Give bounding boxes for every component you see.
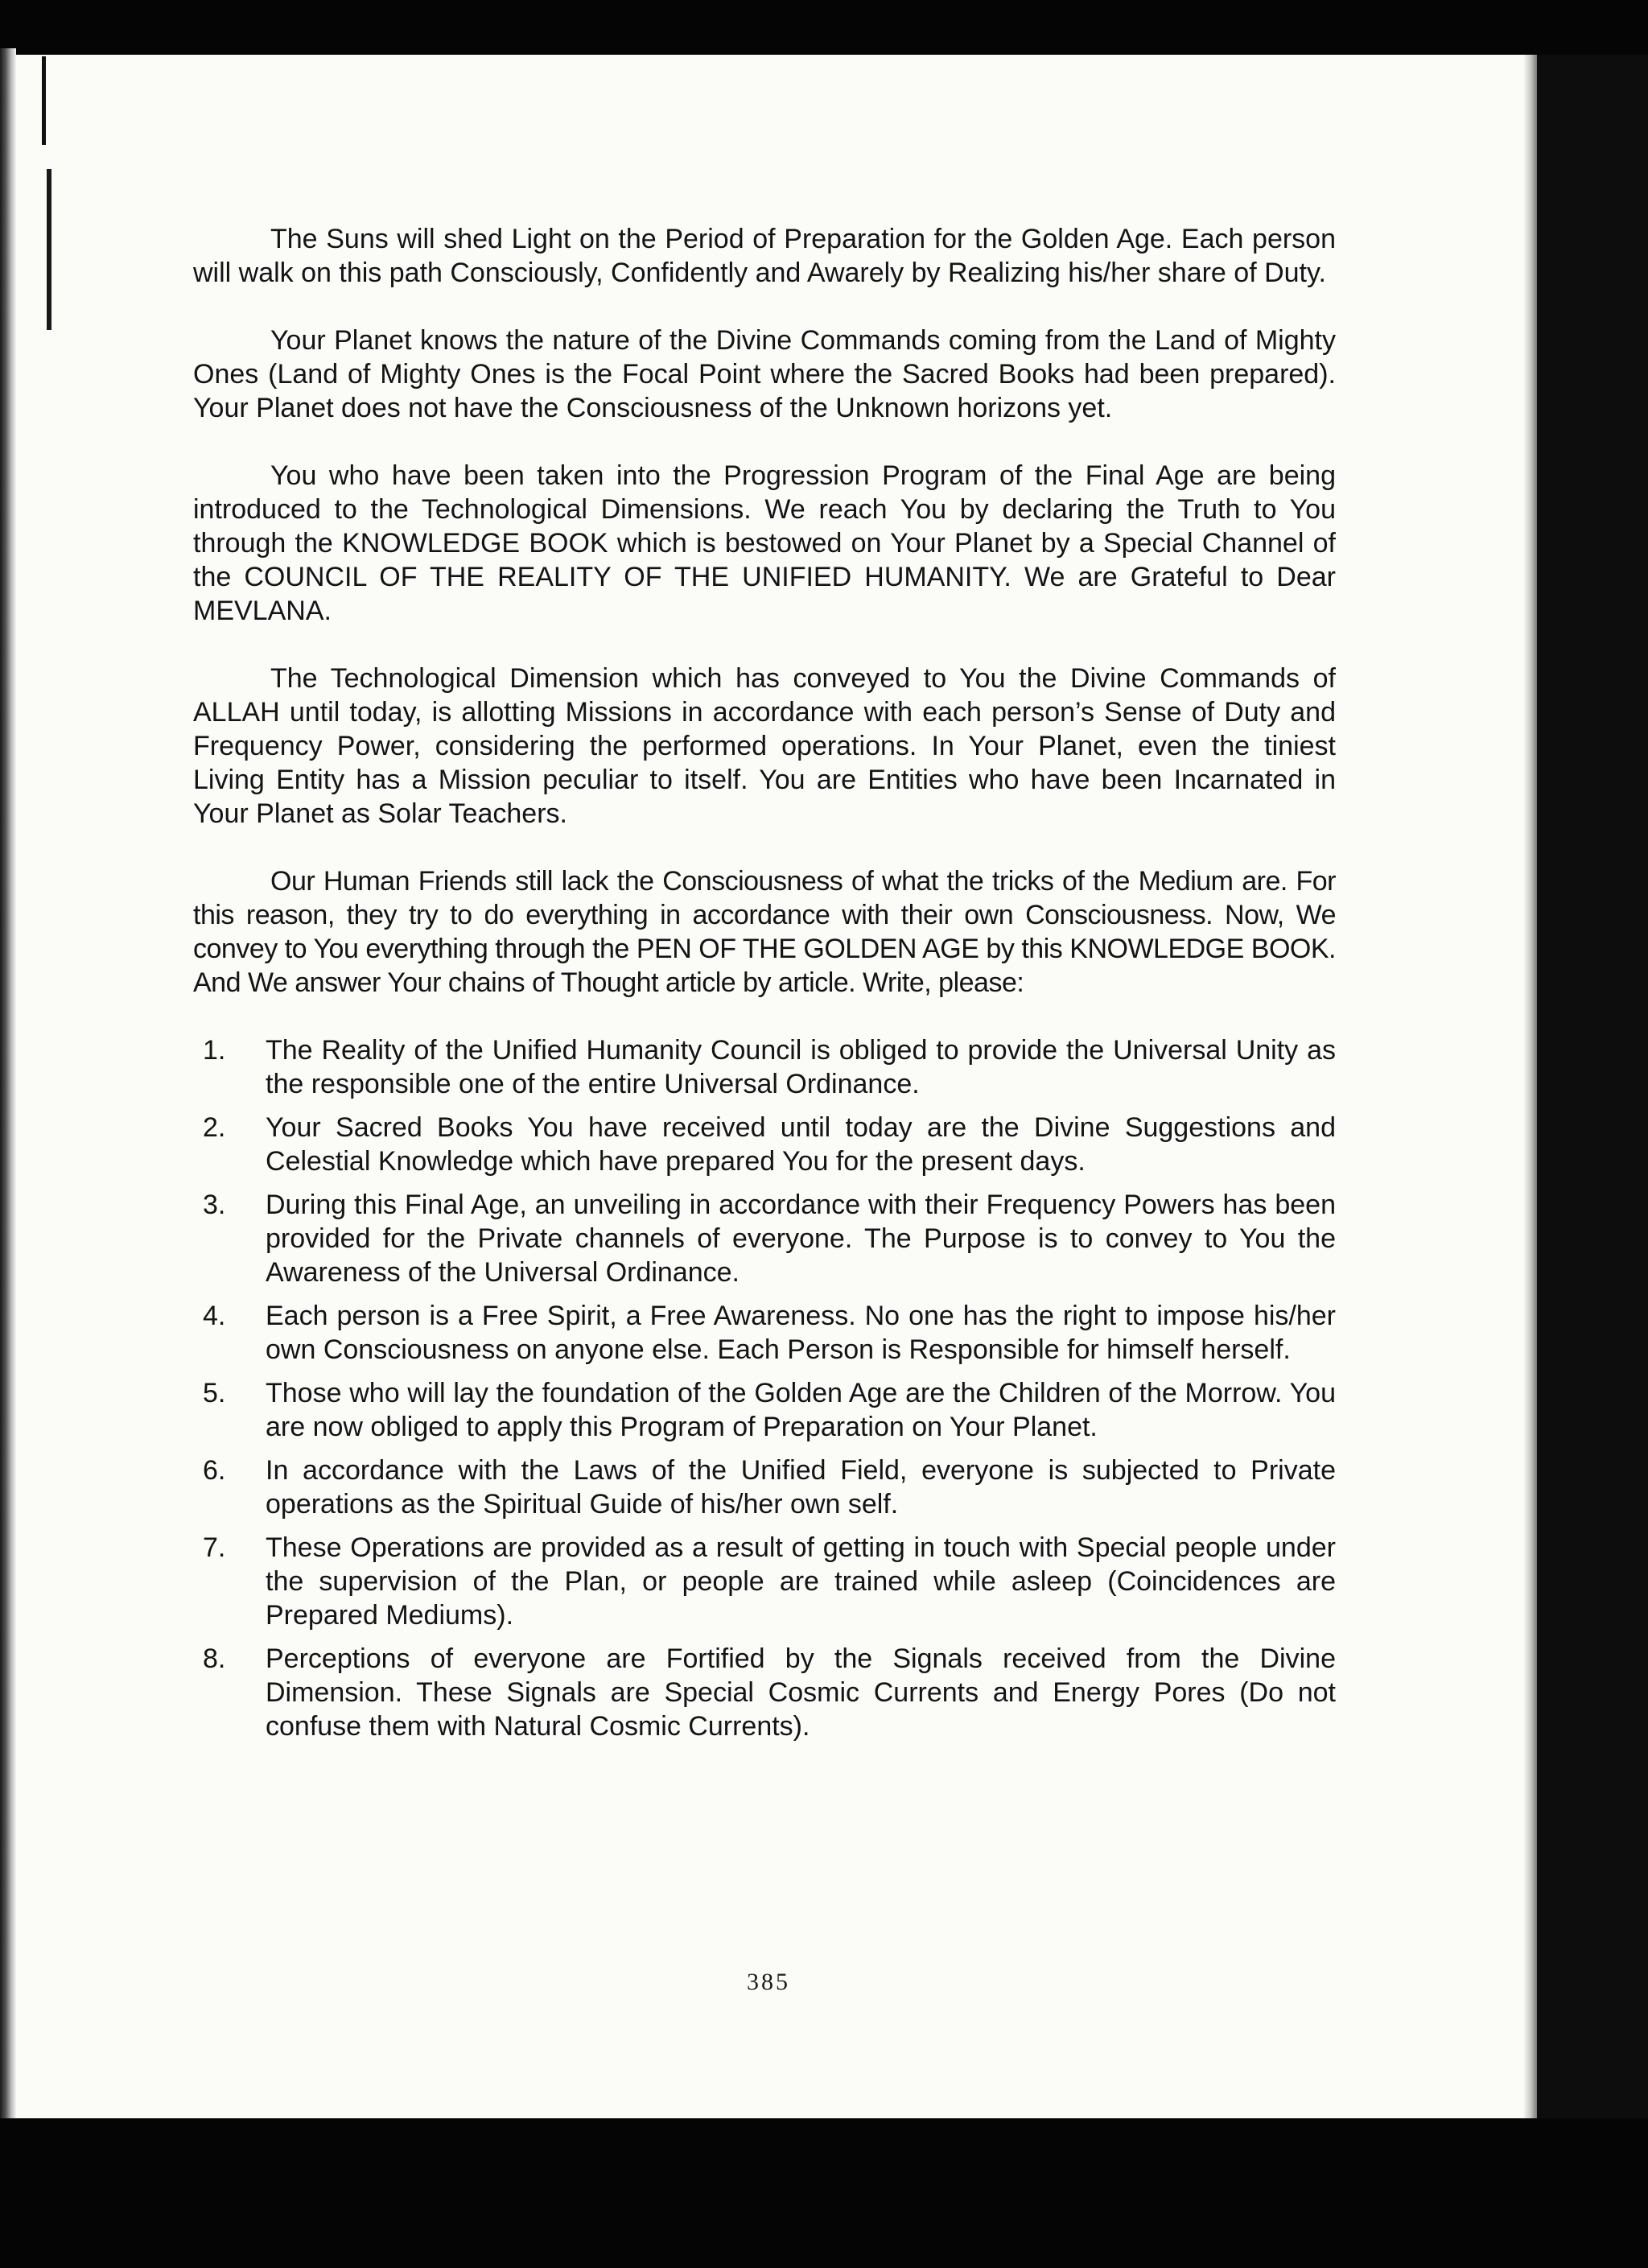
list-number: 6. (203, 1455, 226, 1486)
list-number: 8. (203, 1643, 226, 1674)
numbered-list (193, 1033, 1336, 1743)
paragraph: Your Planet knows the nature of the Divine Commands coming from the Land of Mighty Ones (Land of Mighty Ones is the Focal Point where the Sacred Books had been prepared). Your Planet does not have the Consciousness of the Unknown horizons yet. (193, 325, 1336, 423)
list-text: The Reality of the Unified Humanity Council is obliged to provide the Universal Unity as the responsible one of the entire Universal Ordinance. (266, 1035, 1336, 1099)
scan-artifact-mark (42, 56, 46, 145)
list-number: 2. (203, 1112, 226, 1143)
list-text: These Operations are provided as a result of getting in touch with Special people under the supervision of the Plan, or people are trained while asleep (Coincidences are Prepared Mediums). (266, 1532, 1336, 1631)
scan-right-border (1537, 55, 1648, 2118)
list-text: During this Final Age, an unveiling in accordance with their Frequency Powers has been provided for the Private channels of everyone. The Purpose is to convey to You the Awareness of the Universal Ordinance. (266, 1190, 1336, 1288)
list-number: 7. (203, 1532, 226, 1563)
scan-bottom-border (0, 2118, 1648, 2268)
list-number: 4. (203, 1301, 226, 1331)
scan-artifact-mark (47, 169, 52, 330)
page-right-edge (1524, 55, 1537, 2118)
paragraph: Our Human Friends still lack the Consciousness of what the tricks of the Medium are. For this reason, they try to do everything in accordance with their own Consciousness. Now, We convey to You everything through the PEN OF THE GOLDEN AGE by this KNOWLEDGE BOOK. And We answer Your chains of Thought article by article. Write, please: (193, 866, 1336, 998)
paragraph: The Technological Dimension which has conveyed to You the Divine Commands of ALLAH until today, is allotting Missions in accordance with each person’s Sense of Duty and Frequency Power, considering the performed operations. In Your Planet, even the tiniest Living Entity has a Mission peculiar to itself. You are Entities who have been Incarnated in Your Planet as Solar Teachers. (193, 663, 1336, 829)
scan-left-edge (0, 48, 16, 2118)
list-text: Those who will lay the foundation of the Golden Age are the Children of the Morrow. You are now obliged to apply this Program of Preparation on Your Planet. (266, 1378, 1336, 1442)
list-item (193, 1642, 1336, 1743)
scan-top-border (0, 0, 1648, 55)
list-item (193, 1111, 1336, 1178)
list-item (193, 1188, 1336, 1289)
list-text: Each person is a Free Spirit, a Free Awareness. No one has the right to impose his/her own Consciousness on anyone else. Each Person is Responsible for himself herself. (266, 1301, 1336, 1365)
list-item (193, 1376, 1336, 1444)
page-number: 385 (747, 1969, 790, 1995)
paragraph: You who have been taken into the Progression Program of the Final Age are being introduced to the Technological Dimensions. We reach You by declaring the Truth to You through the KNOWLEDGE BOOK which is bestowed on Your Planet by a Special Channel of the COUNCIL OF THE REALITY OF THE UNIFIED HUMANITY. We are Grateful to Dear MEVLANA. (193, 460, 1336, 626)
paragraph: The Suns will shed Light on the Period of Preparation for the Golden Age. Each person will walk on this path Consciously, Confidently and Awarely by Realizing his/her share of Duty. (193, 224, 1336, 288)
list-number: 5. (203, 1378, 226, 1408)
list-item (193, 1299, 1336, 1367)
list-number: 1. (203, 1035, 226, 1066)
list-number: 3. (203, 1190, 226, 1220)
page-body (193, 222, 1336, 1753)
list-text: In accordance with the Laws of the Unified Field, everyone is subjected to Private operations as the Spiritual Guide of his/her own self. (266, 1455, 1336, 1520)
list-text: Perceptions of everyone are Fortified by the Signals received from the Divine Dimension. These Signals are Special Cosmic Currents and Energy Pores (Do not confuse them with Natural Cosmic Currents). (266, 1643, 1336, 1742)
list-item (193, 1531, 1336, 1632)
list-text: Your Sacred Books You have received until today are the Divine Suggestions and Celestial Knowledge which have prepared You for the present days. (266, 1112, 1336, 1177)
list-item (193, 1033, 1336, 1101)
list-item (193, 1454, 1336, 1521)
